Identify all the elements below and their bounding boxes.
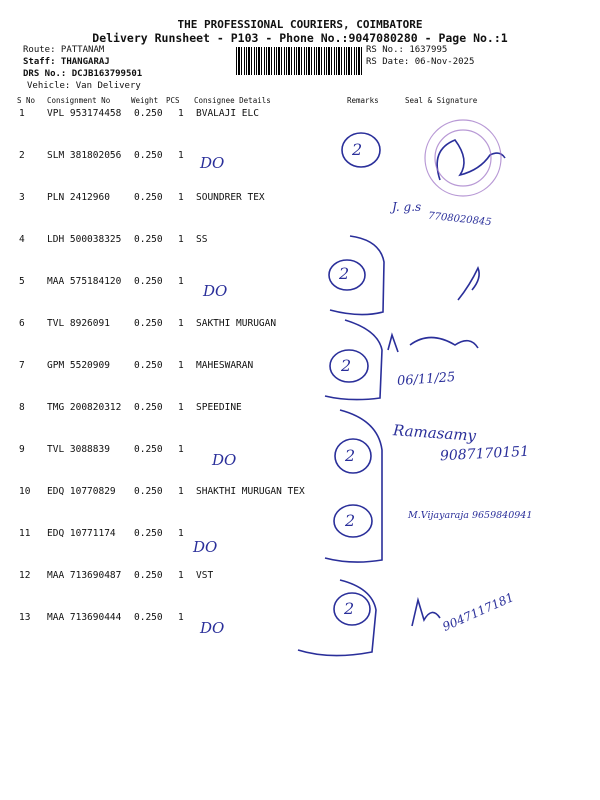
row-pcs: 1 <box>178 402 184 413</box>
row-pcs: 1 <box>178 108 184 119</box>
remark-bracket-row12-13 <box>298 580 376 656</box>
row-sno: 2 <box>19 150 25 161</box>
row-consignee: MAHESWARAN <box>196 360 254 371</box>
row-weight: 0.250 <box>134 570 163 581</box>
rs-number: RS No.: 1637995 <box>366 45 448 55</box>
row-consignment: TVL 8926091 <box>47 318 110 329</box>
col-consignment: Consignment No <box>47 96 111 105</box>
row-consignee: SAKTHI MURUGAN <box>196 318 277 329</box>
row-weight: 0.250 <box>134 486 163 497</box>
signature-row1-scribble <box>437 140 505 180</box>
row3-signature: J. g.s <box>392 200 422 214</box>
row11-signature: M.Vijayaraja 9659840941 <box>408 510 533 521</box>
row-consignment: MAA 713690444 <box>47 612 122 623</box>
seal-stamp <box>425 120 501 196</box>
row-weight: 0.250 <box>134 192 163 203</box>
col-consignee: Consignee Details <box>194 96 271 105</box>
row-weight: 0.250 <box>134 402 163 413</box>
row-pcs: 1 <box>178 276 184 287</box>
seal-stamp-inner <box>435 130 491 186</box>
row7-date: 06/11/25 <box>396 369 456 390</box>
row-consignee: SS <box>196 234 208 245</box>
barcode <box>236 47 362 75</box>
remark-2-row7: 2 <box>341 356 352 375</box>
do-mark-row13: DO <box>200 619 225 637</box>
row-sno: 4 <box>19 234 25 245</box>
row-consignment: LDH 500038325 <box>47 234 122 245</box>
row-sno: 9 <box>19 444 25 455</box>
row-consignee: SHAKTHI MURUGAN TEX <box>196 486 305 497</box>
signature-row13-scribble <box>412 600 440 626</box>
row-pcs: 1 <box>178 150 184 161</box>
row-weight: 0.250 <box>134 108 163 119</box>
row-pcs: 1 <box>178 234 184 245</box>
row-pcs: 1 <box>178 486 184 497</box>
do-mark-row2: DO <box>200 154 225 172</box>
row-consignee: SOUNDRER TEX <box>196 192 265 203</box>
col-remarks: Remarks <box>347 96 379 105</box>
row9-phone: 9087170151 <box>439 443 530 465</box>
row-sno: 12 <box>19 570 31 581</box>
row-consignment: MAA 713690487 <box>47 570 122 581</box>
row-sno: 11 <box>19 528 31 539</box>
row-weight: 0.250 <box>134 234 163 245</box>
row-consignment: VPL 953174458 <box>47 108 122 119</box>
row3-phone: 7708020845 <box>427 210 493 229</box>
row-pcs: 1 <box>178 528 184 539</box>
row-sno: 10 <box>19 486 31 497</box>
row-consignee: VST <box>196 570 214 581</box>
col-weight: Weight <box>131 96 159 105</box>
vehicle-label: Vehicle: Van Delivery <box>27 81 141 91</box>
route-label: Route: PATTANAM <box>23 45 105 55</box>
row-consignment: TMG 200820312 <box>47 402 122 413</box>
row-consignment: SLM 381802056 <box>47 150 122 161</box>
row-weight: 0.250 <box>134 360 163 371</box>
row-sno: 5 <box>19 276 25 287</box>
row-pcs: 1 <box>178 318 184 329</box>
row-sno: 3 <box>19 192 25 203</box>
row-weight: 0.250 <box>134 150 163 161</box>
row-weight: 0.250 <box>134 276 163 287</box>
row-sno: 13 <box>19 612 31 623</box>
remark-2-row9: 2 <box>345 446 356 465</box>
row-sno: 6 <box>19 318 25 329</box>
do-mark-row9: DO <box>212 451 237 469</box>
row-weight: 0.250 <box>134 318 163 329</box>
remark-2-row13: 2 <box>344 599 355 618</box>
do-mark-row11: DO <box>193 538 218 556</box>
runsheet-title: Delivery Runsheet - P103 - Phone No.:9047080280 - Page No.:1 <box>92 31 508 45</box>
remark-2-row11: 2 <box>345 511 356 530</box>
row-weight: 0.250 <box>134 528 163 539</box>
row-pcs: 1 <box>178 192 184 203</box>
col-sno: S No <box>17 96 36 105</box>
row-pcs: 1 <box>178 612 184 623</box>
row9-name: Ramasamy <box>392 421 477 445</box>
row-weight: 0.250 <box>134 612 163 623</box>
row-consignment: TVL 3088839 <box>47 444 110 455</box>
row-pcs: 1 <box>178 444 184 455</box>
staff-label: Staff: THANGARAJ <box>23 57 110 67</box>
signature-row6-scribble <box>388 335 478 352</box>
row-sno: 7 <box>19 360 25 371</box>
remark-2-row5: 2 <box>339 264 350 283</box>
rs-date: RS Date: 06-Nov-2025 <box>366 57 475 67</box>
remark-bracket-row6-7 <box>325 320 382 400</box>
do-mark-row5: DO <box>203 282 228 300</box>
row-sno: 1 <box>19 108 25 119</box>
row-consignee: BVALAJI ELC <box>196 108 259 119</box>
remark-2-row2: 2 <box>352 140 363 159</box>
col-pcs: PCS <box>166 96 180 105</box>
row-consignment: GPM 5520909 <box>47 360 110 371</box>
company-title: THE PROFESSIONAL COURIERS, COIMBATORE <box>177 18 423 31</box>
drs-label: DRS No.: DCJB163799501 <box>23 69 143 79</box>
row-consignee: SPEEDINE <box>196 402 242 413</box>
row-pcs: 1 <box>178 360 184 371</box>
row-consignment: MAA 575184120 <box>47 276 122 287</box>
row-pcs: 1 <box>178 570 184 581</box>
row-consignment: EDQ 10770829 <box>47 486 116 497</box>
row-weight: 0.250 <box>134 444 163 455</box>
row-sno: 8 <box>19 402 25 413</box>
row-consignment: PLN 2412960 <box>47 192 110 203</box>
remark-bracket-row8-11 <box>325 410 382 562</box>
row13-phone: 9047117181 <box>440 590 516 634</box>
col-seal: Seal & Signature <box>405 96 478 105</box>
row-consignment: EDQ 10771174 <box>47 528 116 539</box>
signature-row5-scribble <box>458 268 479 300</box>
